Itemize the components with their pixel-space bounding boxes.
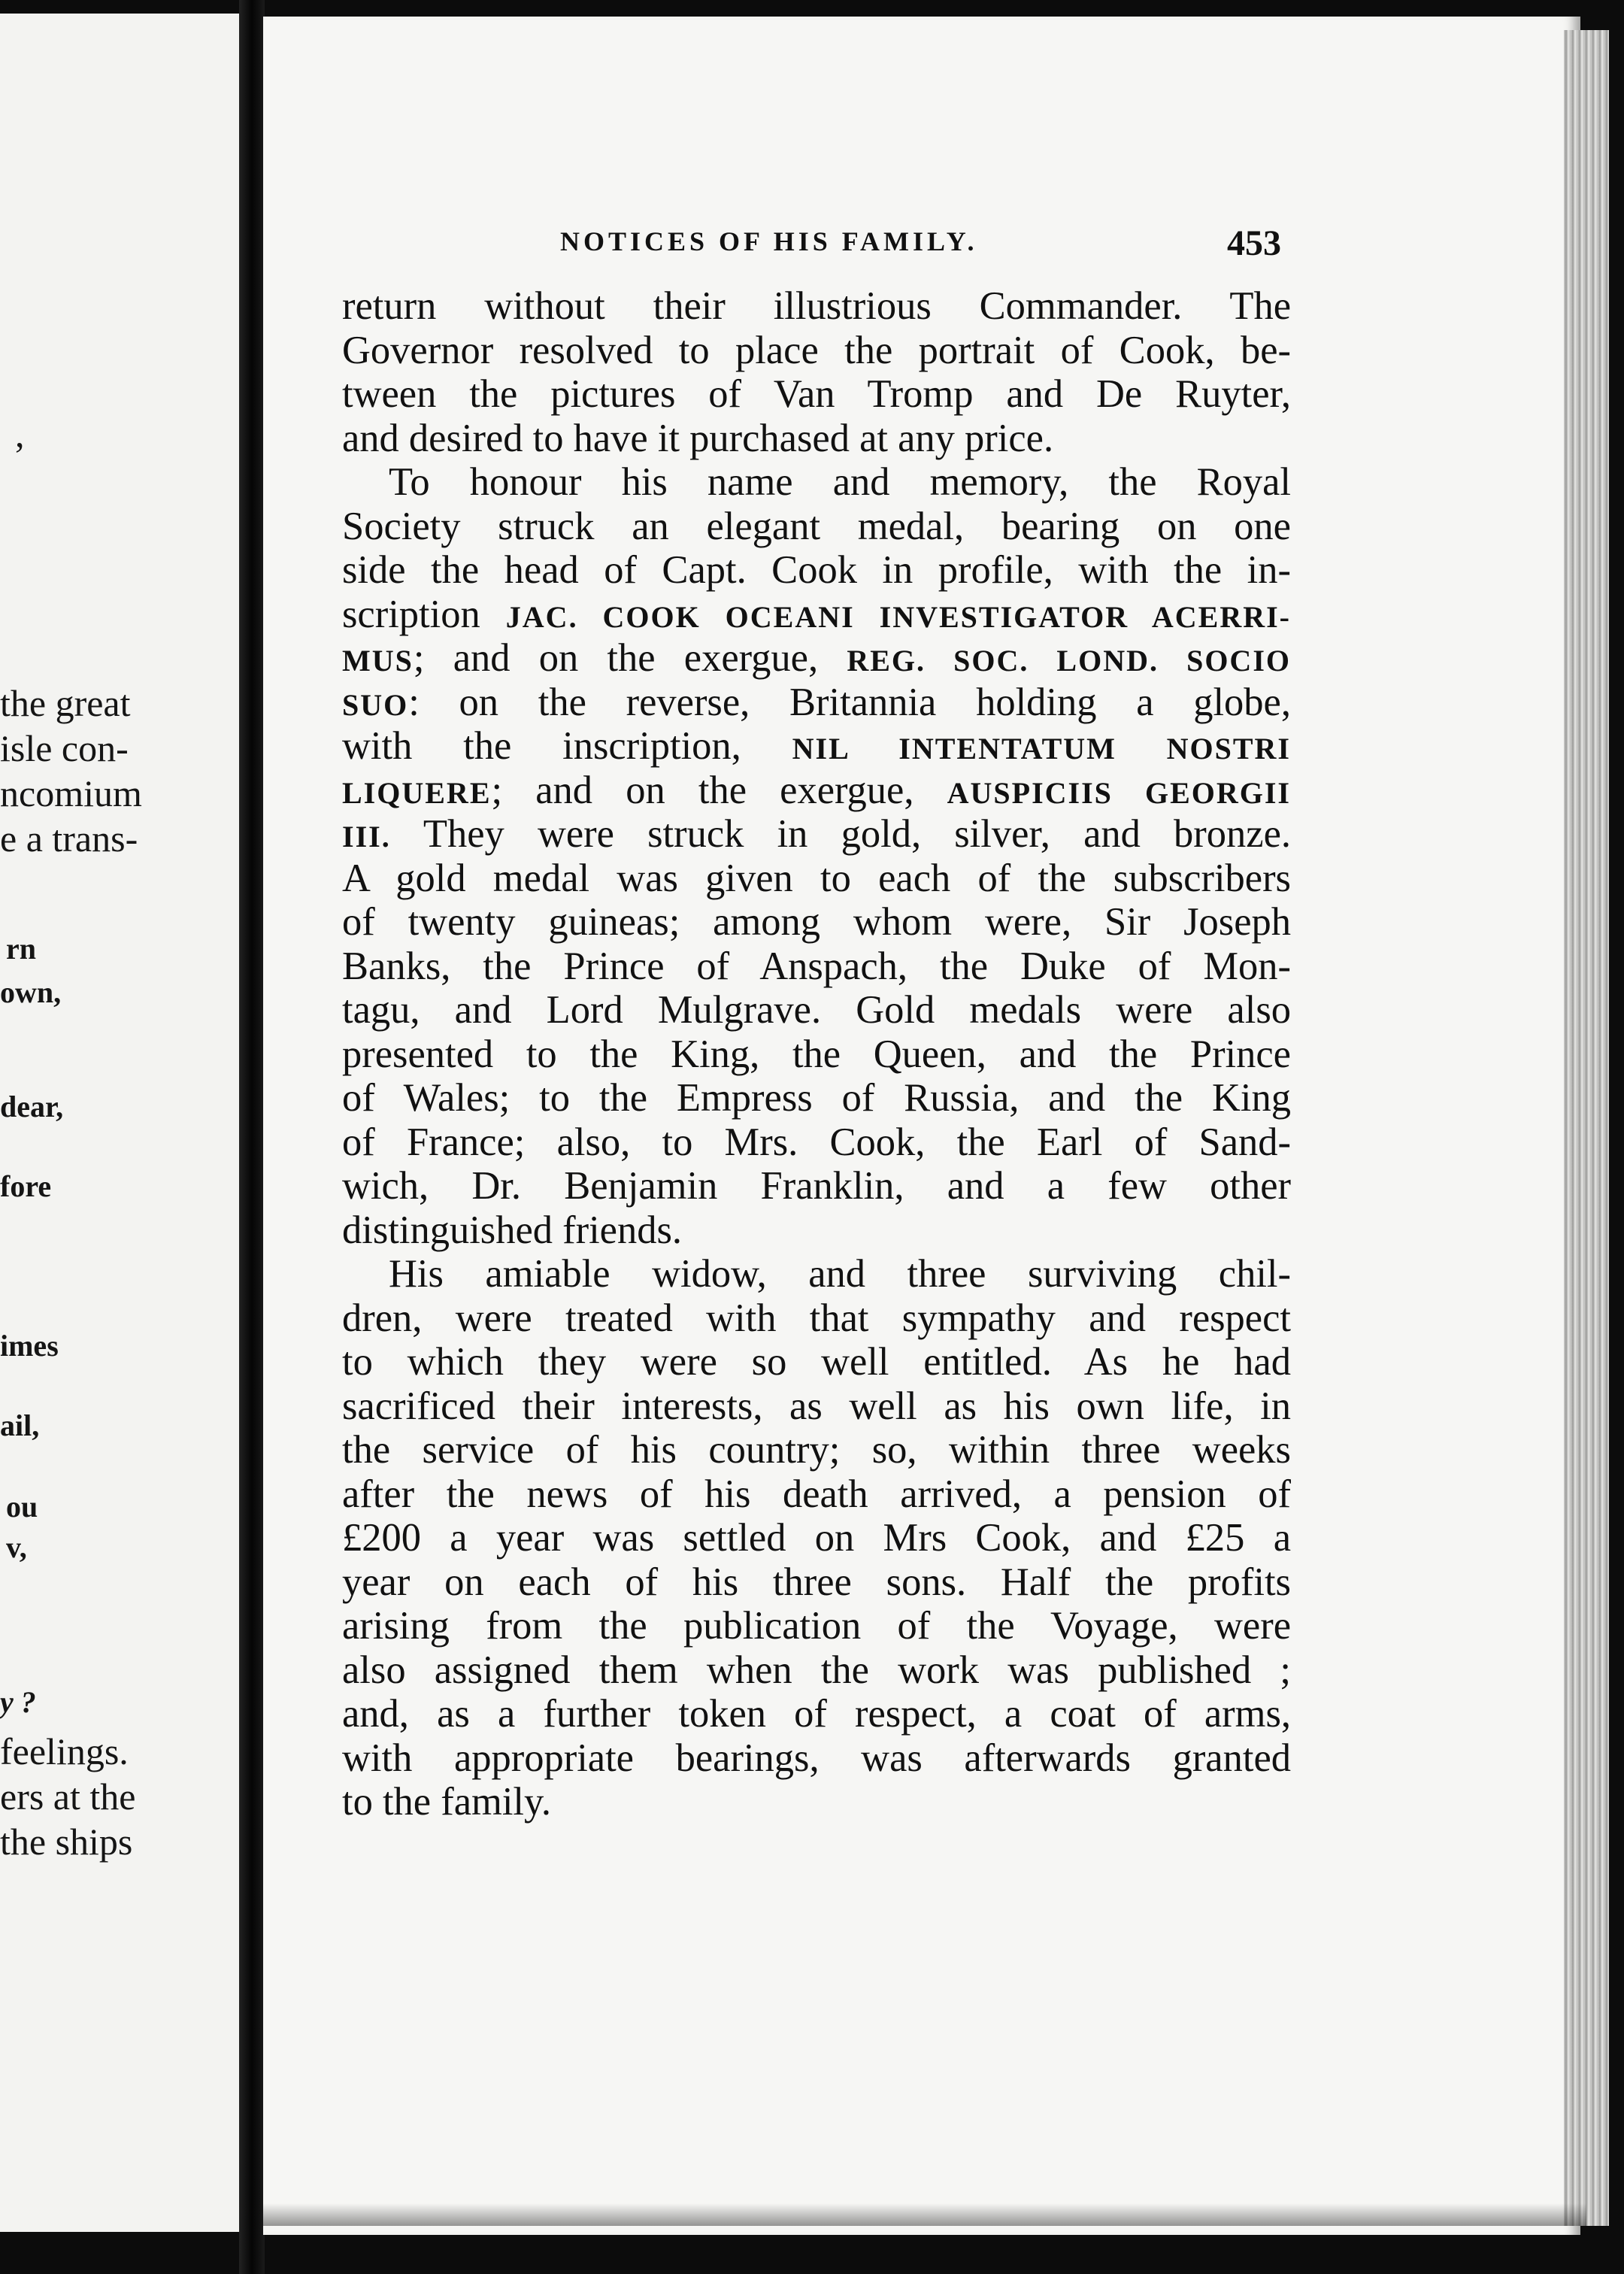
text-segment: to the family. — [342, 1780, 551, 1824]
left-page-fragment: ncomium — [0, 772, 142, 814]
text-segment: Society struck an elegant medal, bearing on one — [342, 504, 1291, 548]
text-segment: also assigned them when the work was published ; — [342, 1648, 1291, 1692]
left-page-fragment: the ships — [0, 1821, 133, 1863]
page-number: 453 — [1227, 223, 1281, 263]
text-line — [342, 505, 1291, 549]
text-segment: SUO — [342, 687, 409, 722]
text-line — [342, 724, 1291, 769]
text-segment: £200 a year was settled on Mrs Cook, and £25 a — [342, 1516, 1291, 1560]
text-line — [342, 1736, 1291, 1781]
page-edges — [1564, 30, 1609, 2226]
text-segment: with the inscription, — [342, 724, 792, 768]
left-page-fragment: own, — [0, 975, 62, 1009]
text-segment: to which they were so well entitled. As he had — [342, 1340, 1291, 1384]
text-segment: and, as a further token of respect, a coat of arms, — [342, 1692, 1291, 1736]
text-line — [342, 636, 1291, 681]
text-segment: of France; also, to Mrs. Cook, the Earl of Sand- — [342, 1120, 1291, 1164]
text-segment: AUSPICIIS GEORGII — [947, 775, 1291, 810]
text-segment: To honour his name and memory, the Royal — [389, 460, 1291, 504]
text-segment: JAC. COOK OCEANI INVESTIGATOR ACERRI- — [505, 599, 1291, 634]
text-line — [342, 681, 1291, 725]
text-line — [342, 1604, 1291, 1648]
left-facing-page — [0, 14, 239, 2232]
text-segment: tween the pictures of Van Tromp and De Ruyter, — [342, 372, 1291, 416]
text-segment: of Wales; to the Empress of Russia, and the King — [342, 1076, 1291, 1120]
text-line — [342, 1076, 1291, 1120]
left-page-fragment: ail, — [0, 1408, 40, 1442]
text-segment: III. — [342, 820, 391, 854]
book-gutter — [239, 0, 265, 2274]
text-line — [342, 1472, 1291, 1517]
left-page-fragment: isle con- — [0, 727, 129, 769]
text-segment: tagu, and Lord Mulgrave. Gold medals were also — [342, 988, 1291, 1032]
text-segment: side the head of Capt. Cook in profile, with the in- — [342, 548, 1291, 592]
text-line — [342, 1296, 1291, 1341]
text-segment: and desired to have it purchased at any price. — [342, 416, 1054, 460]
text-segment: dren, were treated with that sympathy and respect — [342, 1296, 1291, 1340]
text-line — [342, 1560, 1291, 1605]
text-segment: LIQUERE — [342, 775, 492, 810]
text-line — [342, 988, 1291, 1032]
running-head: NOTICES OF HIS FAMILY. — [560, 226, 978, 256]
text-segment: MUS — [342, 644, 414, 678]
left-page-fragment: feelings. — [0, 1730, 129, 1772]
text-segment: : on the reverse, Britannia holding a globe, — [408, 680, 1291, 724]
text-line — [342, 812, 1291, 857]
text-line — [342, 944, 1291, 989]
text-line — [342, 1428, 1291, 1472]
left-page-fragment: y ? — [0, 1685, 36, 1719]
text-segment: with appropriate bearings, was afterwards granted — [342, 1736, 1291, 1780]
text-line — [342, 1648, 1291, 1693]
text-line — [342, 769, 1291, 813]
text-segment: sacrificed their interests, as well as his own life, in — [342, 1384, 1291, 1428]
left-page-fragment: imes — [0, 1329, 59, 1363]
text-line — [342, 1252, 1291, 1296]
text-line — [342, 900, 1291, 944]
text-segment: wich, Dr. Benjamin Franklin, and a few other — [342, 1164, 1291, 1208]
text-line — [342, 548, 1291, 593]
left-page-fragment: fore — [0, 1169, 52, 1203]
left-page-fragment: ou — [6, 1490, 38, 1524]
left-page-fragment: rn — [6, 932, 36, 966]
left-page-fragment: , — [15, 413, 25, 455]
left-page-fragment: the great — [0, 682, 131, 724]
text-line — [342, 329, 1291, 373]
text-segment: the service of his country; so, within three weeks — [342, 1428, 1291, 1472]
text-segment: A gold medal was given to each of the subscribers — [342, 856, 1291, 900]
text-segment: His amiable widow, and three surviving chil- — [389, 1252, 1291, 1296]
text-line — [342, 284, 1291, 329]
text-line — [342, 417, 1291, 461]
text-line — [342, 1164, 1291, 1208]
text-line — [342, 372, 1291, 417]
text-line — [342, 1032, 1291, 1077]
text-line — [342, 1384, 1291, 1429]
left-page-fragment: ers at the — [0, 1775, 136, 1818]
text-line — [342, 1340, 1291, 1384]
text-segment: Governor resolved to place the portrait of Cook, be- — [342, 328, 1291, 372]
text-segment: ; and on the exergue, — [491, 768, 947, 812]
text-segment: of twenty guineas; among whom were, Sir Joseph — [342, 900, 1291, 944]
left-page-fragment: v, — [6, 1530, 27, 1564]
left-page-fragment: dear, — [0, 1090, 64, 1123]
text-segment: They were struck in gold, silver, and bronze. — [390, 812, 1291, 856]
page-bottom-shadow — [263, 2203, 1586, 2226]
text-line — [342, 1516, 1291, 1560]
text-line — [342, 1208, 1291, 1253]
text-segment: distinguished friends. — [342, 1208, 683, 1252]
left-page-fragment: e a trans- — [0, 817, 138, 860]
text-line — [342, 857, 1291, 901]
text-segment: Banks, the Prince of Anspach, the Duke of Mon- — [342, 944, 1291, 988]
text-segment: ; and on the exergue, — [413, 636, 847, 680]
text-segment: year on each of his three sons. Half the profits — [342, 1560, 1291, 1604]
text-segment: NIL INTENTATUM NOSTRI — [792, 732, 1291, 766]
text-segment: arising from the publication of the Voyage, were — [342, 1604, 1291, 1648]
text-segment: after the news of his death arrived, a pension of — [342, 1472, 1291, 1516]
text-line — [342, 593, 1291, 637]
body-text — [342, 284, 1291, 1824]
text-segment: presented to the King, the Queen, and the Prince — [342, 1032, 1291, 1076]
text-line — [342, 1692, 1291, 1736]
text-line — [342, 460, 1291, 505]
text-segment: return without their illustrious Commander. The — [342, 284, 1291, 328]
text-line — [342, 1120, 1291, 1165]
text-segment: REG. SOC. LOND. SOCIO — [847, 644, 1291, 678]
text-line — [342, 1780, 1291, 1824]
text-segment: scription — [342, 592, 506, 636]
